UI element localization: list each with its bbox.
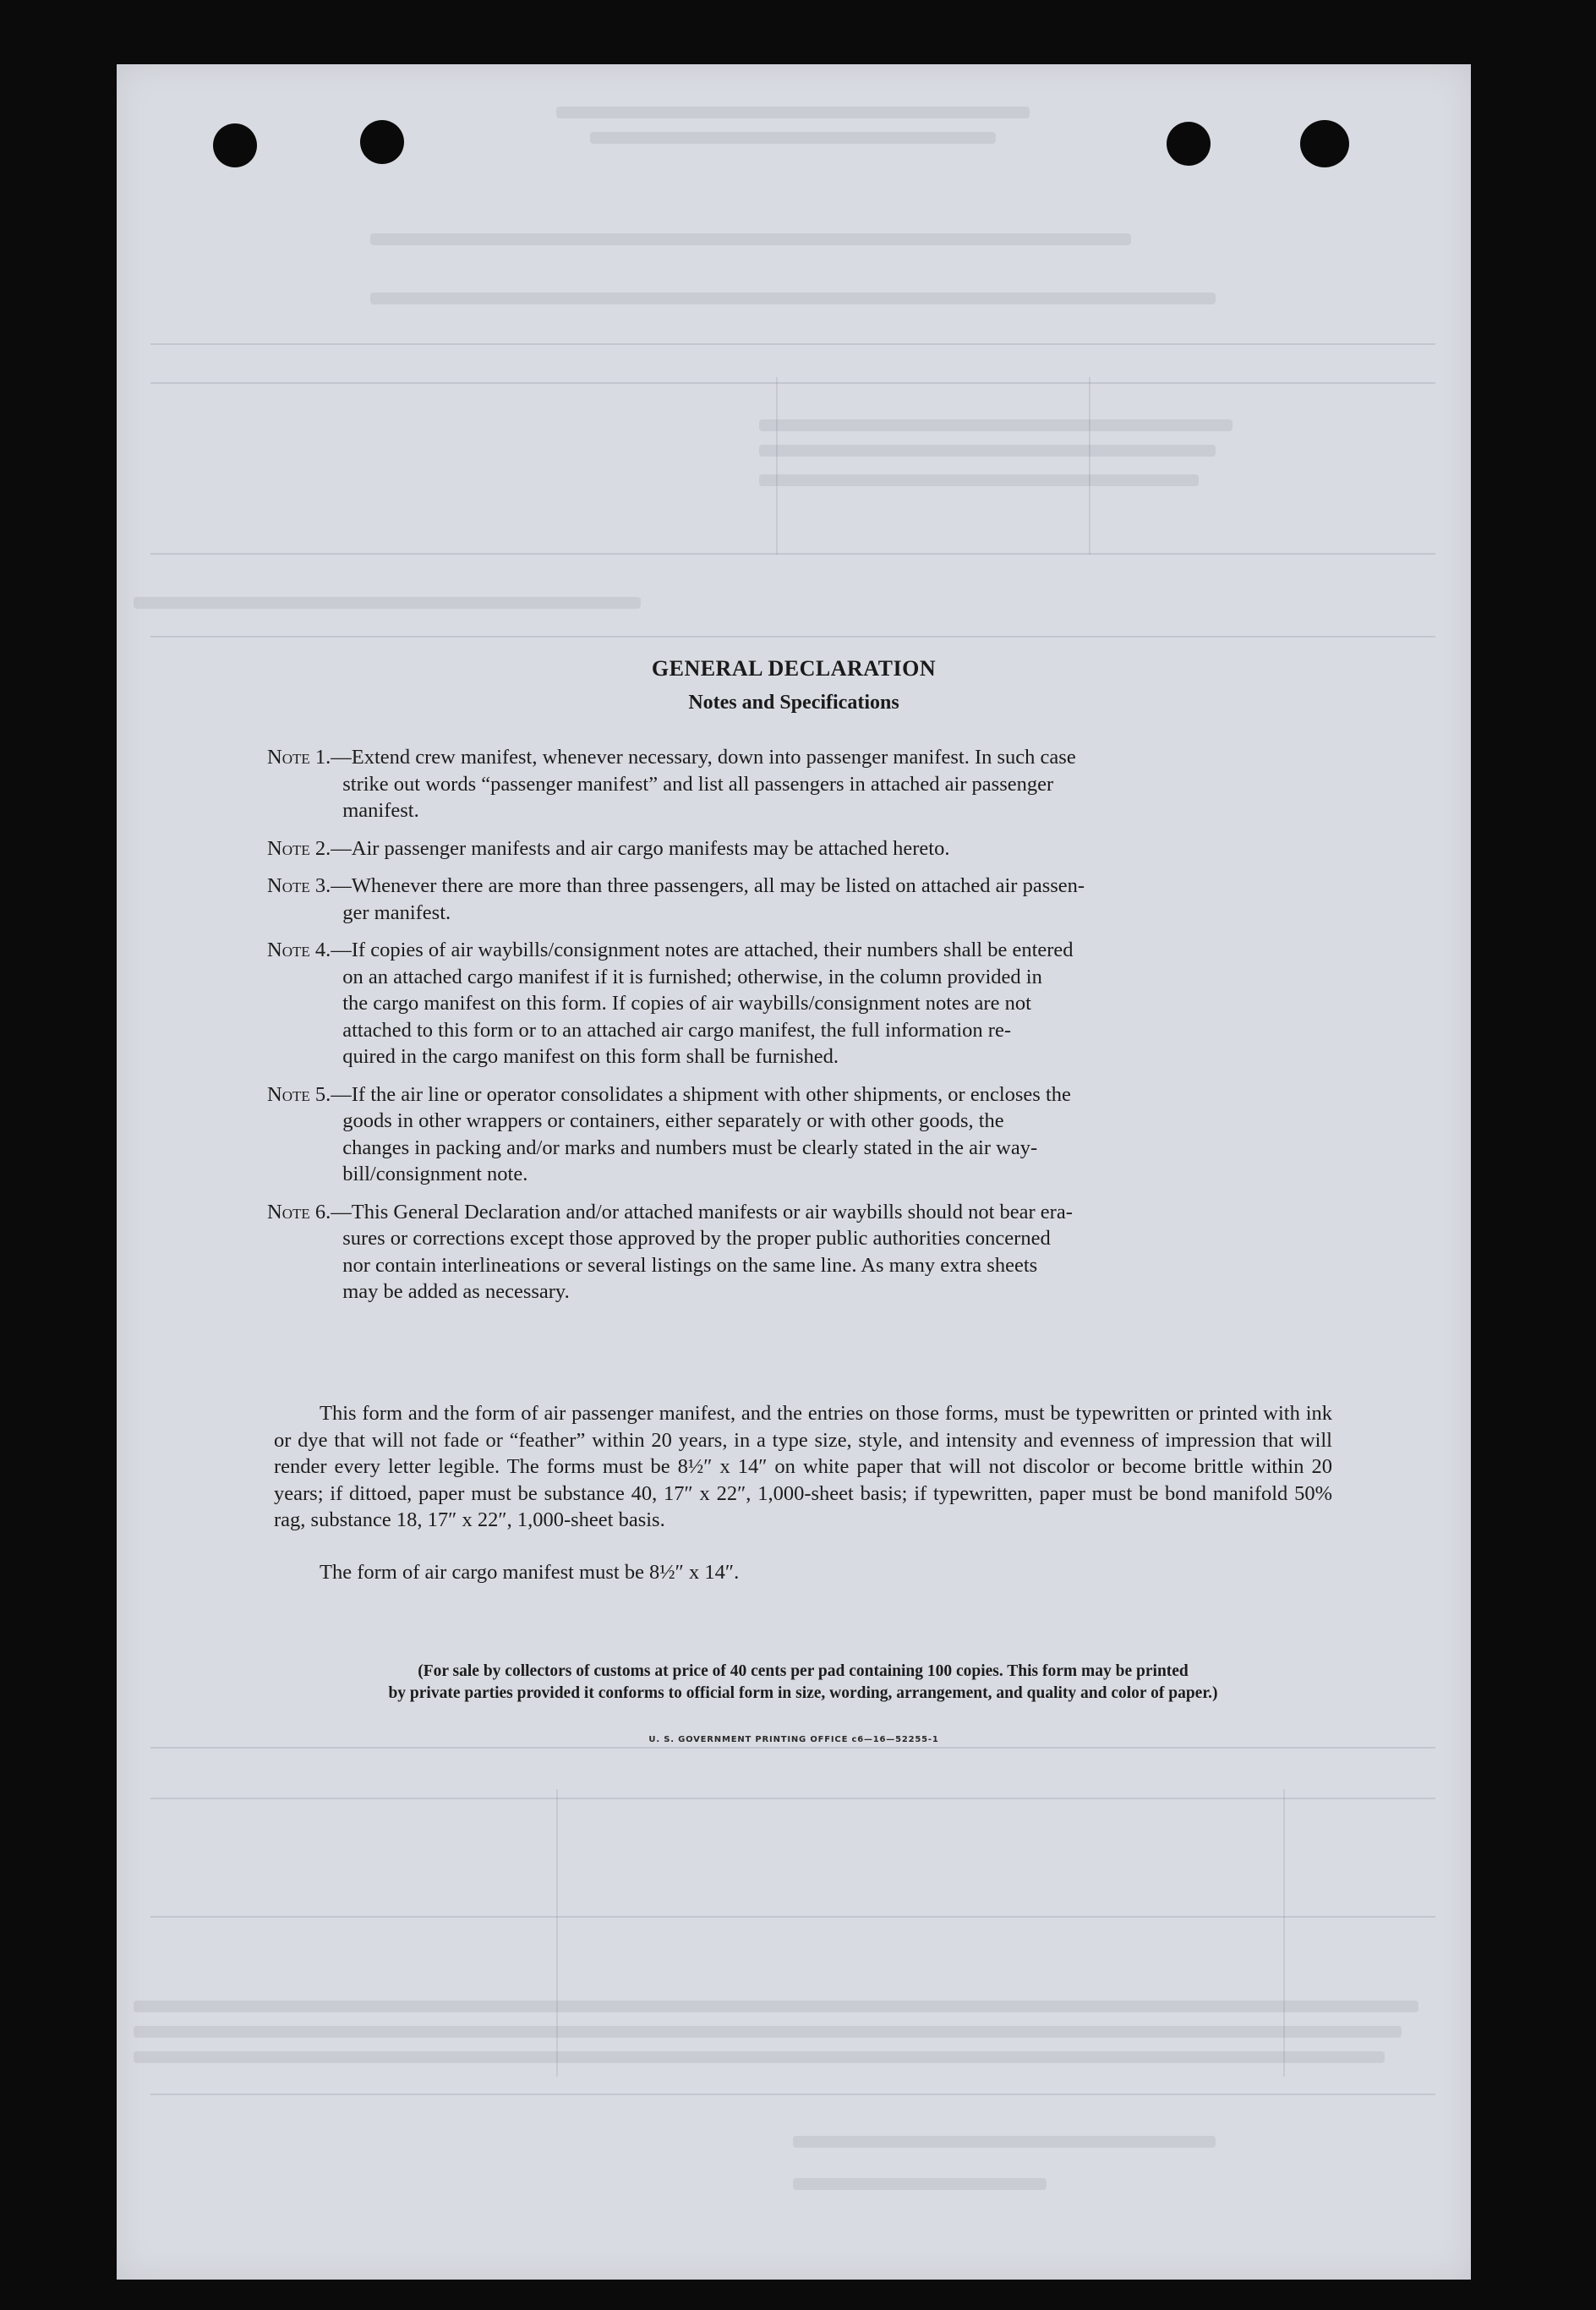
- note-label: Note 6.: [267, 1200, 331, 1223]
- note-label: Note 1.: [267, 746, 331, 769]
- printing-office-imprint: U. S. GOVERNMENT PRINTING OFFICE c6—16—52255-1: [648, 1735, 939, 1744]
- document-subtitle: Notes and Specifications: [688, 692, 899, 714]
- sale-note-line-1: (For sale by collectors of customs at price of 40 cents per pad containing 100 copies. This form may be printed: [418, 1662, 1189, 1680]
- note-5: [267, 1081, 1331, 1188]
- document-page: [117, 64, 1471, 2280]
- notes-list: [267, 744, 1331, 1316]
- note-text: —Air passenger manifests and air cargo manifests may be attached hereto.: [331, 836, 950, 860]
- note-6: [267, 1199, 1331, 1306]
- note-text: —Whenever there are more than three passengers, all may be listed on attached air passen- ger manifest.: [331, 874, 1085, 924]
- specification-paragraph: This form and the form of air passenger manifest, and the entries on those forms, must be typewritten or printed with ink or dye that will not fade or “feather” within 20 years, in a type size, style, and intensity and evenness of impression that will render every letter legible. The forms must be 8½″ x 14″ on white paper that will not discolor or become brittle within 20 years; if dittoed, paper must be substance 40, 17″ x 22″, 1,000-sheet basis; if typewritten, paper must be bond manifold 50% rag, substance 18, 17″ x 22″, 1,000-sheet basis.: [274, 1402, 1332, 1531]
- note-label: Note 3.: [267, 874, 331, 897]
- note-label: Note 4.: [267, 939, 331, 961]
- note-text: —If the air line or operator consolidates a shipment with other shipments, or encloses the goods in other wrappers or containers, either separately or with other goods, the changes in packing and/or marks and numbers must be clearly stated in the air way- bill/consignment note.: [331, 1082, 1071, 1185]
- document-title: GENERAL DECLARATION: [651, 656, 937, 681]
- punch-hole-4: [1300, 120, 1349, 167]
- punch-hole-3: [1167, 122, 1211, 166]
- note-1: [267, 744, 1331, 824]
- note-label: Note 2.: [267, 836, 331, 860]
- punch-hole-2: [360, 120, 404, 164]
- punch-hole-1: [213, 123, 257, 167]
- cargo-manifest-size-note: The form of air cargo manifest must be 8½″ x 14″.: [320, 1561, 740, 1584]
- note-4: [267, 937, 1331, 1070]
- note-text: —Extend crew manifest, whenever necessary, down into passenger manifest. In such case strike out words “passenger manifest” and list all passengers in attached air passenger manifest.: [331, 746, 1076, 822]
- note-3: [267, 873, 1331, 926]
- sale-note: [274, 1661, 1332, 1705]
- note-label: Note 5.: [267, 1082, 331, 1106]
- note-text: —This General Declaration and/or attached manifests or air waybills should not bear era- sures or corrections except those approved by the proper public authorities concerned nor contain interlineations or several listings on the same line. As many extra sheets may be added as necessary.: [331, 1200, 1073, 1303]
- sale-note-line-2: by private parties provided it conforms to official form in size, wording, arrangement, and quality and color of paper.): [388, 1684, 1218, 1702]
- note-text: —If copies of air waybills/consignment notes are attached, their numbers shall be entered on an attached cargo manifest if it is furnished; otherwise, in the column provided in the cargo manifest on this form. If copies of air waybills/consignment notes are not attached to this form or to an attached air cargo manifest, the full information re- quired in the cargo manifest on this form shall be furnished.: [331, 939, 1074, 1068]
- note-2: [267, 835, 1331, 862]
